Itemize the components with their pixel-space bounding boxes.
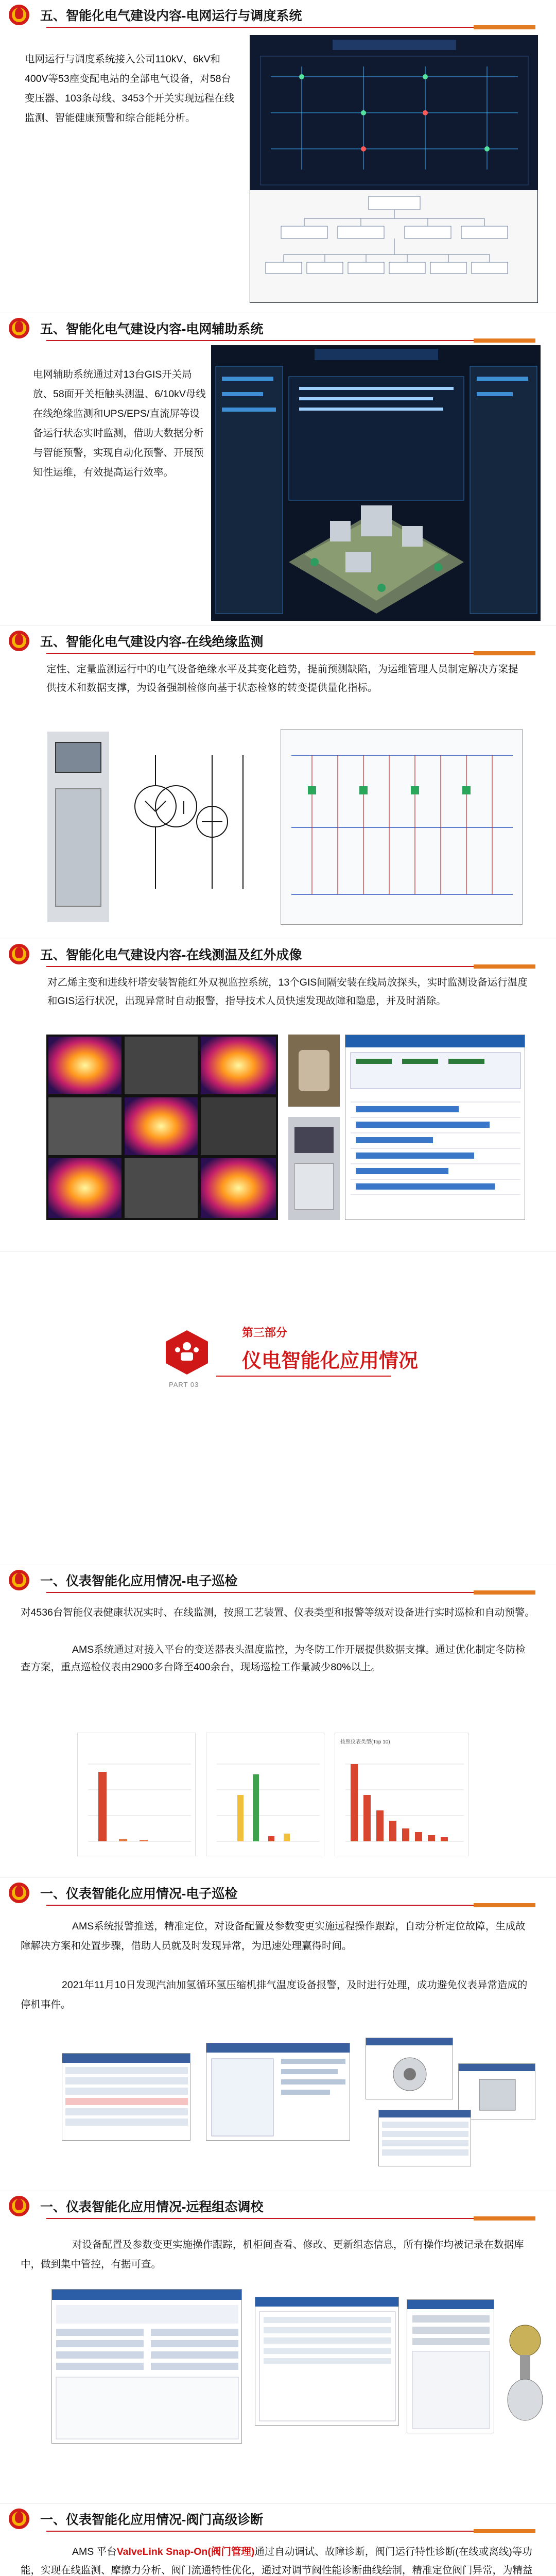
slide-body-2: AMS系统通过对接入平台的变送器表头温度监控，为冬防工作开展提供数据支撑。通过优化制定冬防检查方案，重点巡检仪表由2900多台降至400余台，现场巡检工作量减少80%以上。 <box>21 1643 526 1673</box>
slide-body-2: 2021年11月10日发现汽油加氢循环氢压缩机排气温度设备报警，及时进行处理，成功避免仪表异常造成的停机事件。 <box>21 1979 528 2010</box>
slide-title: 五、智能化电气建设内容-电网辅助系统 <box>40 321 264 336</box>
config-screenshot-1 <box>51 2289 242 2444</box>
company-logo-icon <box>7 2507 31 2531</box>
aux-system-screenshot <box>211 345 541 621</box>
monitor-cabinet-photo <box>47 732 109 922</box>
slide-title: 一、仪表智能化应用情况-电子巡检 <box>40 1887 238 1901</box>
slide-remote-config <box>0 2191 556 2504</box>
gis-sensor-photo <box>288 1035 340 1107</box>
dispatch-screenshot <box>250 35 538 303</box>
header-rule <box>46 2218 535 2219</box>
body-rest: 通过自动调试、故障诊断，阀门运行特性诊断(在线或离线)等功能，实现在线监测、摩擦力分析、阀门流通特性优化，通过对调节阀性能诊断曲线绘制，精准定位阀门异常，为精益 <box>21 2546 533 2576</box>
slide-body <box>21 2543 535 2576</box>
config-screenshot-2 <box>255 2297 399 2426</box>
slide-title: 五、智能化电气建设内容-在线绝缘监测 <box>40 635 264 649</box>
chart-panel-2 <box>206 1733 324 1856</box>
slide-e-inspection-1 <box>0 1565 556 1878</box>
alarm-screenshot-3 <box>366 2038 453 2099</box>
alarm-screenshot-2 <box>206 2043 350 2141</box>
thermal-camera-grid <box>46 1035 278 1220</box>
body-prefix: AMS 平台 <box>72 2546 117 2557</box>
company-logo-icon <box>7 629 31 653</box>
company-logo-icon <box>7 942 31 966</box>
slide-body: 电网辅助系统通过对13台GIS开关局放、58面开关柜触头测温、6/10kV母线在线绝缘监测和UPS/EPS/直流屏等设备运行状态实时监测，借助大数据分析与智能预警，实现自动化预警、开展预知性运维，有效提高运行效率。 <box>33 368 206 478</box>
part-emblem <box>164 1329 210 1376</box>
slide-header <box>0 0 556 30</box>
header-rule <box>46 2531 535 2532</box>
part-label: 第三部分 <box>242 1326 288 1339</box>
alarm-screenshot-1 <box>62 2053 190 2141</box>
transformer-diagram <box>119 744 274 899</box>
company-logo-icon <box>7 1568 31 1592</box>
slide-header <box>0 626 556 656</box>
slide-header <box>0 313 556 343</box>
company-logo-icon <box>7 316 31 340</box>
slide-title: 五、智能化电气建设内容-电网运行与调度系统 <box>40 9 302 23</box>
header-rule <box>46 27 535 28</box>
aux-3d-plant-view <box>212 346 541 621</box>
slide-header <box>0 939 556 969</box>
part-tag: PART 03 <box>169 1381 199 1388</box>
slide-header <box>0 1565 556 1595</box>
slide-header <box>0 2191 556 2221</box>
slide-part-divider <box>0 1252 556 1565</box>
header-rule <box>46 1905 535 1906</box>
alarm-screenshot-5 <box>378 2110 471 2166</box>
header-rule <box>46 966 535 967</box>
slide-body: 电网运行与调度系统接入公司110kV、6kV和400V等53座变配电站的全部电气设备，对58台变压器、103条母线、3453个开关实现远程在线监测、智能健康预警和综合能耗分析。 <box>25 54 235 124</box>
chart-panel-3 <box>335 1733 468 1856</box>
slide-valve-diagnosis-1 <box>0 2504 556 2576</box>
gis-monitor-screenshot <box>345 1035 525 1220</box>
slide-title: 一、仪表智能化应用情况-电子巡检 <box>40 1573 238 1588</box>
section-title: 仪电智能化应用情况 <box>242 1350 419 1372</box>
slide-title: 五、智能化电气建设内容-在线测温及红外成像 <box>40 947 302 962</box>
dispatch-diagram <box>250 36 538 303</box>
slide-body: AMS系统报警推送，精准定位，对设备配置及参数变更实施远程操作跟踪，自动分析定位故障，生成故障解决方案和处置步骤，借助人员就及时发现异常，为迅速处理赢得时间。 <box>21 1921 526 1952</box>
company-logo-icon <box>7 2194 31 2218</box>
slide-e-inspection-2 <box>0 1878 556 2191</box>
slide-header <box>0 2504 556 2534</box>
slide-body: 对设备配置及参数变更实施操作跟踪，机柜间查看、修改、更新组态信息，所有操作均被记录在数据库中，做到集中管控，有据可查。 <box>21 2239 524 2270</box>
header-rule <box>46 653 535 654</box>
config-screenshot-3 <box>407 2299 494 2433</box>
slide-body: 定性、定量监测运行中的电气设备绝缘水平及其变化趋势，提前预测缺陷，为运维管理人员制定解决方案提供技术和数据支撑，为设备强制检修向基于状态检修的转变提供量化指标。 <box>46 664 518 693</box>
slide-header <box>0 1878 556 1908</box>
body-highlight: ValveLink Snap-On(阀门管理) <box>116 2546 255 2557</box>
slide-insulation-monitor <box>0 626 556 939</box>
insulation-software-screenshot <box>281 729 523 925</box>
header-rule <box>46 1592 535 1593</box>
company-logo-icon <box>7 1881 31 1905</box>
slide-title: 一、仪表智能化应用情况-阀门高级诊断 <box>40 2513 264 2527</box>
cabinet-panel-photo <box>288 1117 340 1220</box>
chart-panel-1 <box>77 1733 196 1856</box>
slide-thermal-imaging <box>0 939 556 1252</box>
header-rule <box>46 340 535 341</box>
transmitter-photo <box>505 2310 546 2428</box>
slide-grid-auxiliary <box>0 313 556 626</box>
slide-grid-dispatch <box>0 0 556 313</box>
slide-title: 一、仪表智能化应用情况-远程组态调校 <box>40 2199 264 2214</box>
slide-body: 对4536台智能仪表健康状况实时、在线监测，按照工艺装置、仪表类型和报警等级对设备进行实时巡检和自动预警。 <box>21 1606 535 1618</box>
chart-caption: 按照仪表类型(Top 10) <box>340 1739 390 1745</box>
section-underline <box>216 1376 391 1377</box>
slide-body: 对乙烯主变和进线杆塔安装智能红外双视监控系统，13个GIS间隔安装在线局放探头，实时监测设备运行温度和GIS运行状况，出现异常时自动报警，指导技术人员快速发现故障和隐患，并及时消除。 <box>47 976 528 1007</box>
company-logo-icon <box>7 3 31 27</box>
